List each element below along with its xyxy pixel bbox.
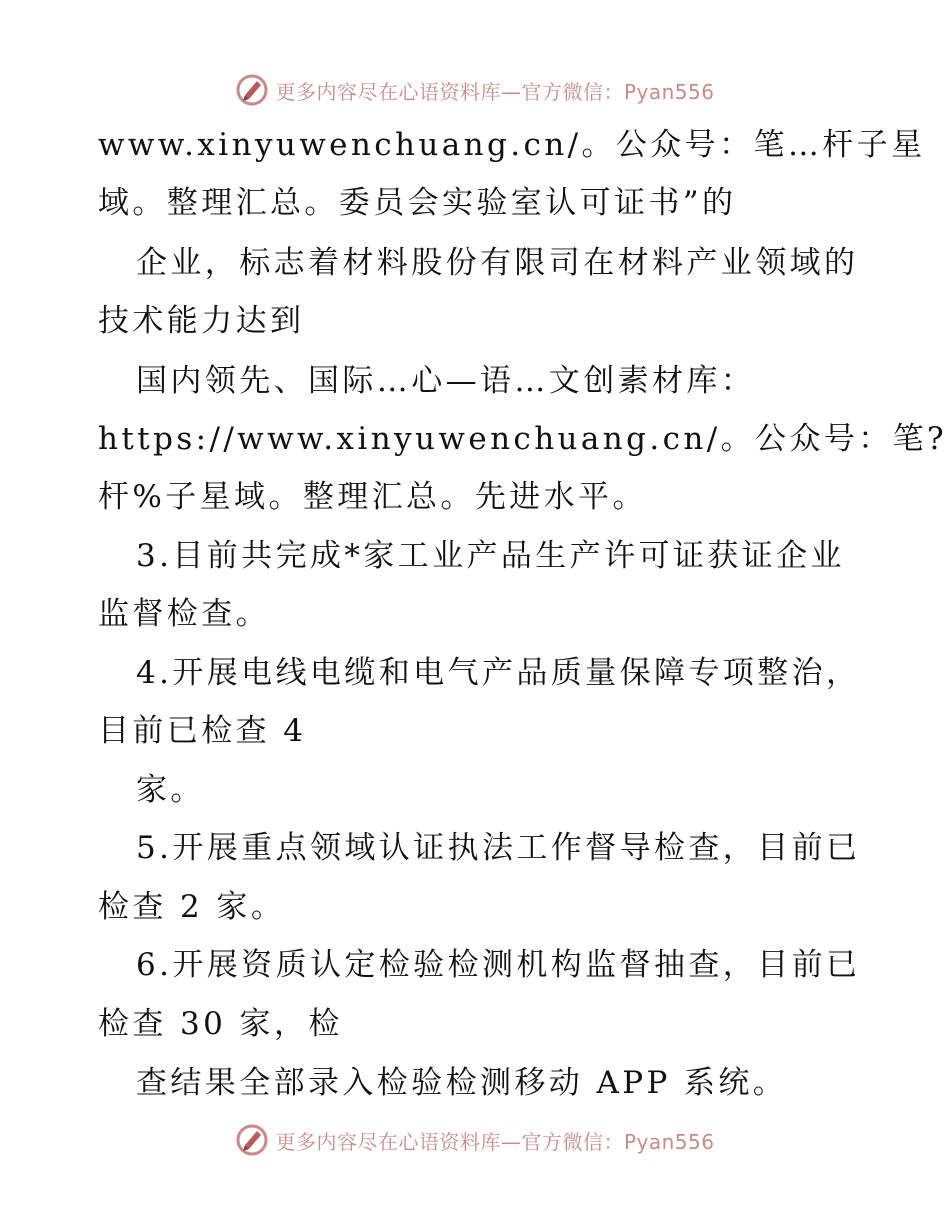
pen-seal-icon [235,73,269,107]
text-line: 查结果全部录入检验检测移动 APP 系统。 [136,1065,788,1101]
text-line: 3.目前共完成*家工业产品生产许可证获证企业 [136,538,845,574]
text-line: 国内领先、国际…心—语…文创素材库： [136,363,756,399]
text-line: 域。整理汇总。委员会实验室认可证书”的 [98,185,737,221]
text-line: 5.开展重点领域认证执法工作督导检查，目前已 [136,830,861,866]
text-line: 杆%子星域。整理汇总。先进水平。 [98,479,647,515]
text-line: 技术能力达到 [98,303,305,339]
text-line: 检查 30 家，检 [98,1006,343,1042]
text-line: 家。 [136,772,205,808]
watermark-text: 更多内容尽在心语资料库—官方微信：Pyan556 [275,1129,715,1154]
text-line: 监督检查。 [98,596,270,632]
pen-seal-icon [235,1123,269,1157]
watermark-text: 更多内容尽在心语资料库—官方微信：Pyan556 [275,79,715,104]
text-line: 6.开展资质认定检验检测机构监督抽查，目前已 [136,947,861,983]
text-line: 检查 2 家。 [98,889,286,925]
text-line: https://www.xinyuwenchuang.cn/。公众号：笔? [98,421,948,457]
text-line: 目前已检查 4 [98,713,307,749]
footer-watermark [0,1118,950,1162]
text-line: 企业，标志着材料股份有限司在材料产业领域的 [136,245,859,281]
header-watermark [0,68,950,112]
text-line: www.xinyuwenchuang.cn/。公众号：笔…杆子星 [98,127,926,163]
text-line: 4.开展电线电缆和电气产品质量保障专项整治， [136,655,861,691]
